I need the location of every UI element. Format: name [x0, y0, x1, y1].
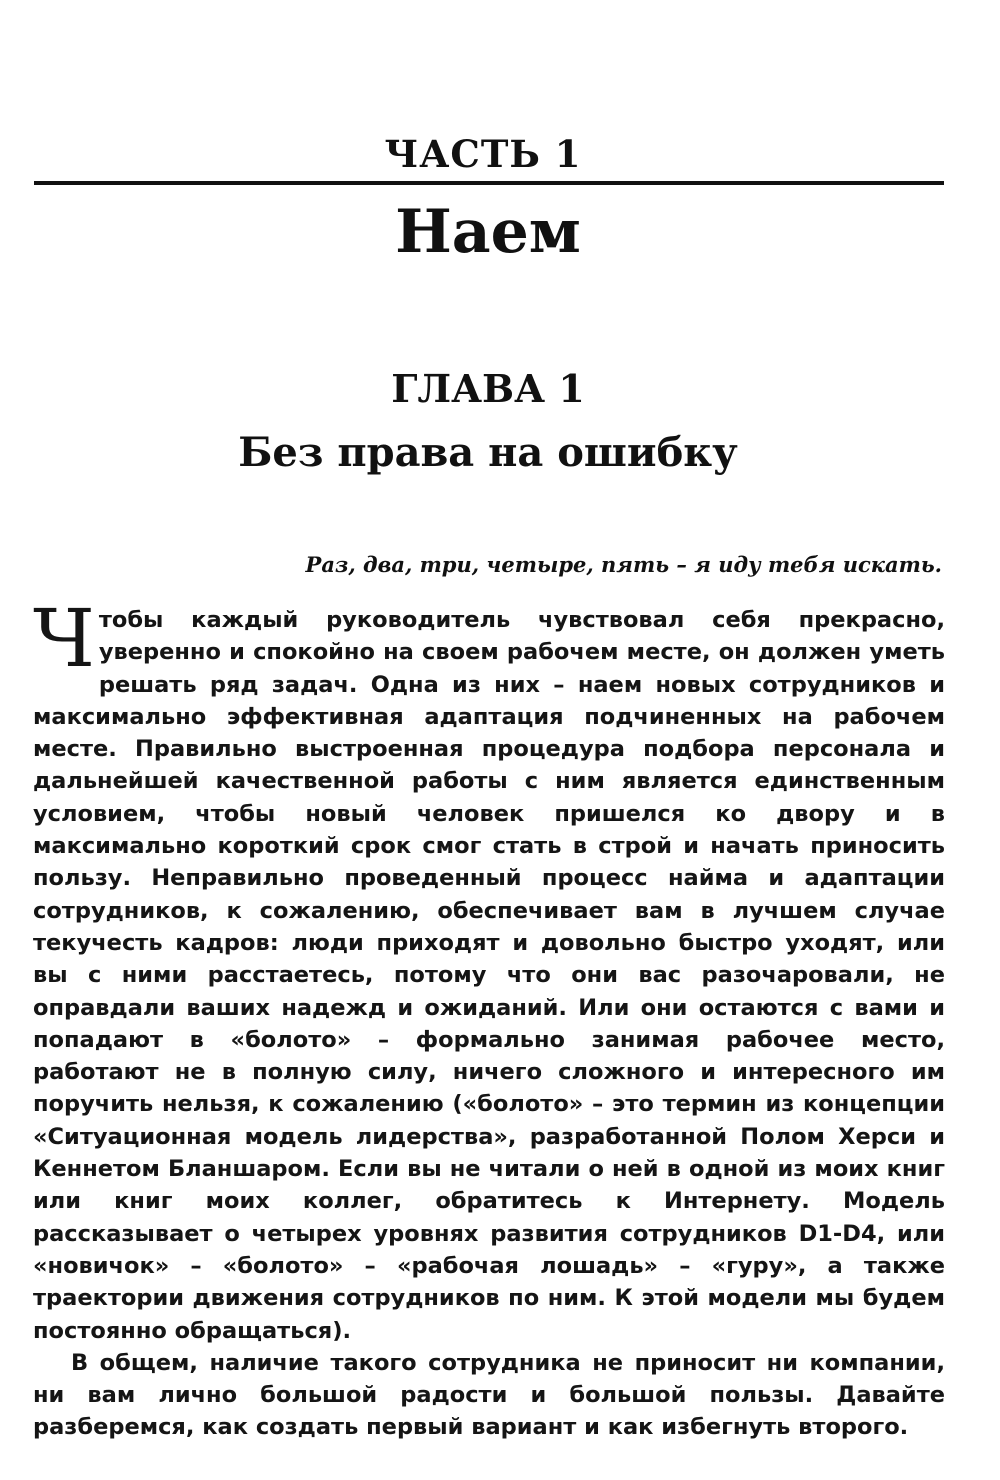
- chapter-label: ГЛАВА 1: [391, 366, 585, 411]
- epigraph: Раз, два, три, четыре, пять – я иду тебя искать.: [305, 552, 942, 577]
- part-divider-rule: [34, 181, 944, 185]
- paragraph-first: [33, 592, 945, 1347]
- body-text: [33, 592, 945, 1444]
- chapter-title: Без права на ошибку: [238, 429, 738, 476]
- paragraph-first-text: тобы каждый руководитель чувствовал себя прекрасно, уверенно и спокойно на своем рабочем месте, он должен уметь решать ряд задач. Одна из них – наем новых сотрудников и максимально эффективная адаптация подчиненных на рабочем месте. Правильно выстроенная процедура подбора персонала и дальнейшей качественной работы с ним является единственным условием, чтобы новый человек пришелся ко двору и в максимально короткий срок смог стать в строй и начать приносить пользу. Неправильно проведенный процесс найма и адаптации сотрудников, к сожалению, обеспечивает вам в лучшем случае текучесть кадров: люди приходят и довольно быстро уходят, или вы с ними расстаетесь, потому что они вас разочаровали, не оправдали ваших надежд и ожиданий. Или они остаются с вами и попадают в «болото» – формально занимая рабочее место, работают не в полную силу, ничего сложного и интересного им поручить нельзя, к сожалению («болото» – это термин из концепции «Ситуационная модель лидерства», разработанной Полом Херси и Кеннетом Бланшаром. Если вы не читали о ней в одной из моих книг или книг моих коллег, обратитесь к Интернету. Модель рассказывает о четырех уровнях развития сотрудников D1-D4, или «новичок» – «болото» – «рабочая лошадь» – «гуру», а также траектории движения сотрудников по ним. К этой модели мы будем постоянно обращаться).: [33, 607, 945, 1344]
- part-title: Наем: [395, 197, 581, 267]
- paragraph-second: В общем, наличие такого сотрудника не приносит ни компании, ни вам лично большой радости и большой пользы. Давайте разберемся, как создать первый вариант и как избегнуть второго.: [33, 1349, 945, 1441]
- part-label: ЧАСТЬ 1: [384, 132, 582, 176]
- drop-cap: Ч: [33, 592, 95, 685]
